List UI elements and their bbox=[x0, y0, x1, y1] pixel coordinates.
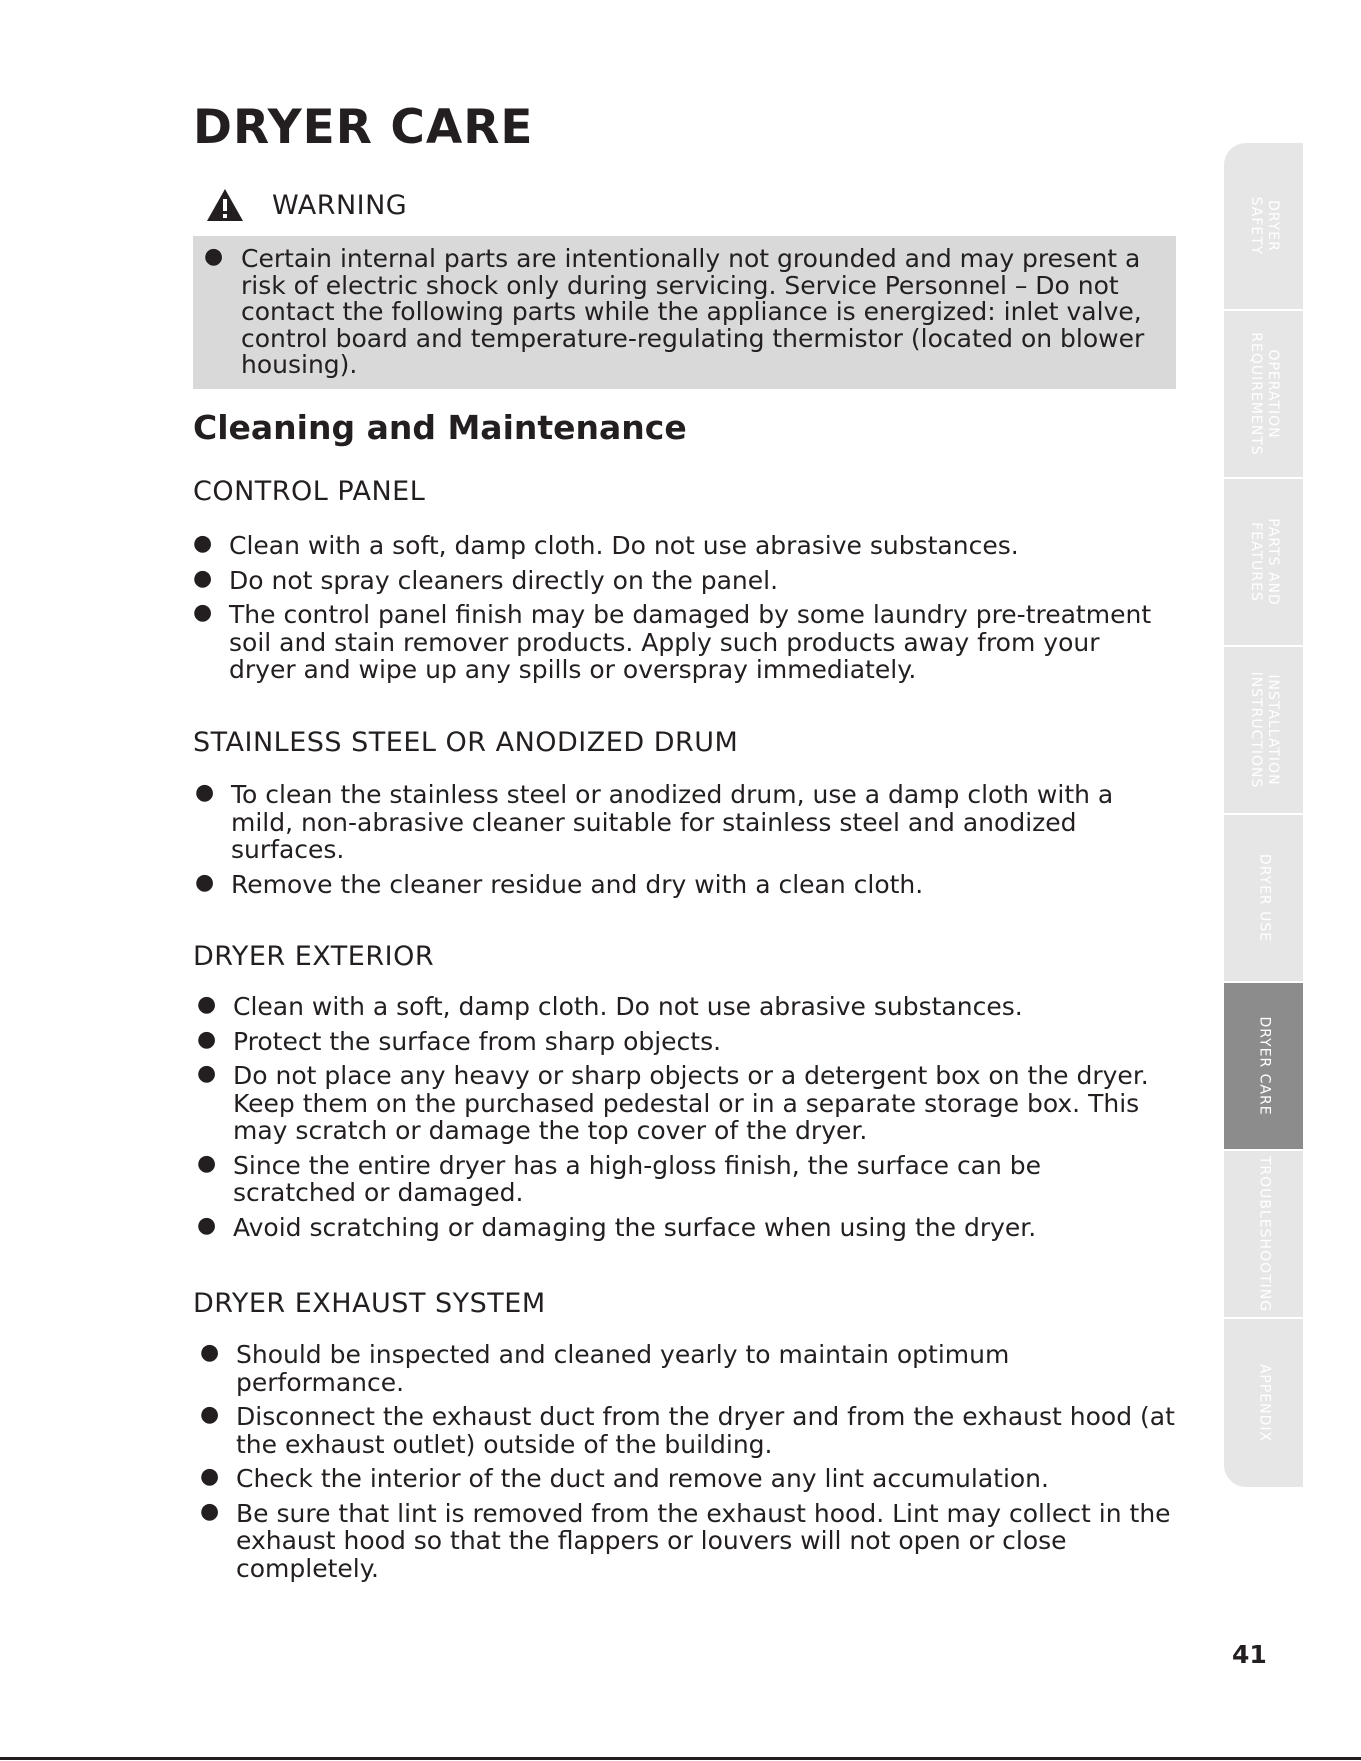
list-item: ● Protect the surface from sharp objects. bbox=[197, 1026, 722, 1056]
bullet-icon: ● bbox=[195, 780, 215, 805]
tab-operation-requirements[interactable]: OPERATION REQUIREMENTS bbox=[1224, 311, 1303, 479]
exhaust-heading: DRYER EXHAUST SYSTEM bbox=[193, 1288, 546, 1319]
bullet-icon: ● bbox=[204, 244, 224, 269]
warning-label: WARNING bbox=[272, 189, 408, 221]
tab-dryer-safety[interactable]: DRYER SAFETY bbox=[1224, 143, 1303, 311]
drum-list bbox=[195, 780, 1161, 905]
list-item: ● Should be inspected and cleaned yearly to maintain optimum performance. bbox=[200, 1340, 1010, 1397]
list-item: ● Be sure that lint is removed from the exhaust hood. Lint may collect in the exhaust hood so that the flappers or louvers will not open or close completely. bbox=[200, 1498, 1171, 1583]
warning-text: Certain internal parts are intentionally not grounded and may present a risk of electric shock only during servicing. Service Personnel – Do not contact the following parts while the appliance is energized: inlet valve, control board and temperature-regulating thermistor (located on blower housing). bbox=[241, 244, 1145, 379]
tab-parts-and-features[interactable]: PARTS AND FEATURES bbox=[1224, 479, 1303, 647]
list-item: ● Clean with a soft, damp cloth. Do not use abrasive substances. bbox=[197, 992, 1023, 1021]
list-item: ● Avoid scratching or damaging the surface when using the dryer. bbox=[197, 1212, 1037, 1242]
bullet-icon: ● bbox=[195, 869, 215, 895]
list-item: ● Do not spray cleaners directly on the panel. bbox=[193, 565, 779, 595]
tab-dryer-use[interactable]: DRYER USE bbox=[1224, 815, 1303, 983]
tab-appendix[interactable]: APPENDIX bbox=[1224, 1319, 1303, 1487]
bullet-icon: ● bbox=[197, 1150, 217, 1176]
exterior-list bbox=[197, 992, 1163, 1248]
bullet-icon: ● bbox=[200, 1498, 220, 1524]
warning-triangle-icon bbox=[206, 188, 244, 222]
list-item: ● Remove the cleaner residue and dry with a clean cloth. bbox=[195, 869, 924, 899]
bullet-icon: ● bbox=[200, 1464, 220, 1489]
bullet-icon: ● bbox=[197, 992, 217, 1017]
bullet-icon: ● bbox=[193, 531, 213, 556]
bullet-icon: ● bbox=[200, 1340, 220, 1365]
bullet-icon: ● bbox=[200, 1402, 220, 1427]
warning-box bbox=[193, 236, 1176, 389]
section-heading: Cleaning and Maintenance bbox=[193, 408, 687, 447]
tab-installation-instructions[interactable]: INSTALLATION INSTRUCTIONS bbox=[1224, 647, 1303, 815]
bullet-icon: ● bbox=[193, 600, 213, 625]
list-item: ● The control panel finish may be damaged by some laundry pre-treatment soil and stain remover products. Apply such products away from your dryer and wipe up any spills or overspray immediately. bbox=[193, 600, 1152, 684]
list-item: ● Disconnect the exhaust duct from the dryer and from the exhaust hood (at the exhaust outlet) outside of the building. bbox=[200, 1402, 1175, 1459]
list-item: ● Clean with a soft, damp cloth. Do not use abrasive substances. bbox=[193, 531, 1019, 560]
page-number: 41 bbox=[1232, 1640, 1267, 1669]
bullet-icon: ● bbox=[197, 1061, 217, 1086]
list-item: ● Check the interior of the duct and remove any lint accumulation. bbox=[200, 1464, 1049, 1493]
control-panel-heading: CONTROL PANEL bbox=[193, 476, 426, 507]
bullet-icon: ● bbox=[197, 1212, 217, 1238]
list-item: ● Since the entire dryer has a high-gloss finish, the surface can be scratched or damaged. bbox=[197, 1150, 1042, 1207]
list-item: ● Do not place any heavy or sharp objects or a detergent box on the dryer. Keep them on the purchased pedestal or in a separate storage box. This may scratch or damage the top cover of the dryer. bbox=[197, 1061, 1149, 1145]
drum-heading: STAINLESS STEEL OR ANODIZED DRUM bbox=[193, 727, 739, 758]
bullet-icon: ● bbox=[197, 1026, 217, 1052]
tab-troubleshooting[interactable]: TROUBLESHOOTING bbox=[1224, 1151, 1303, 1319]
exhaust-list bbox=[200, 1340, 1181, 1589]
bullet-icon: ● bbox=[193, 565, 213, 591]
chapter-tabs bbox=[1224, 143, 1303, 1487]
bottom-divider bbox=[0, 1757, 1361, 1760]
page-title: DRYER CARE bbox=[193, 100, 534, 155]
tab-dryer-care[interactable]: DRYER CARE bbox=[1224, 983, 1303, 1151]
control-panel-list bbox=[193, 531, 1169, 691]
list-item: ● To clean the stainless steel or anodized drum, use a damp cloth with a mild, non-abrasive cleaner suitable for stainless steel and anodized surfaces. bbox=[195, 780, 1114, 864]
exterior-heading: DRYER EXTERIOR bbox=[193, 941, 435, 972]
warning-header bbox=[206, 188, 407, 222]
